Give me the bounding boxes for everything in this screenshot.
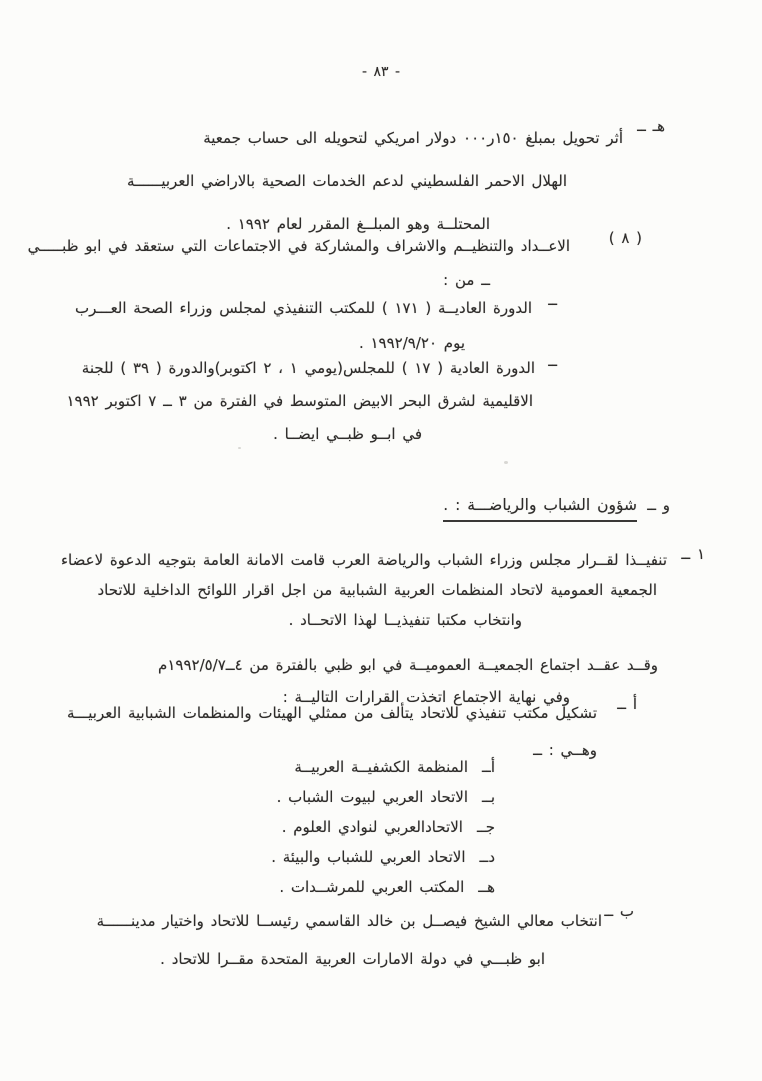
paragraph-item-h bbox=[55, 117, 665, 246]
list-item bbox=[150, 842, 495, 872]
list-item bbox=[150, 752, 495, 782]
org-marker: بــ bbox=[482, 788, 495, 806]
paragraph-line: تنفيــذا لقــرار مجلس وزراء الشباب والرياضة العرب قامت الامانة العامة بتوجيه الدعوة لاعضاء bbox=[60, 551, 667, 569]
scan-speck bbox=[238, 447, 241, 449]
paragraph-line: الجمعية العمومية لاتحاد المنظمات العربية الشبابية من اجل اقرار اللوائح الداخلية للاتحاد bbox=[97, 581, 657, 599]
list-item bbox=[150, 782, 495, 812]
paragraph-line: انتخاب معالي الشيخ فيصــل بن خالد القاسمي رئيســا للاتحاد واختيار مدينــــــة bbox=[96, 912, 602, 930]
org-name: المكتب العربي للمرشــدات . bbox=[279, 878, 465, 896]
org-marker: دــ bbox=[479, 848, 495, 866]
list-item bbox=[150, 812, 495, 842]
org-name: الاتحادالعربي لنوادي العلوم . bbox=[281, 818, 463, 836]
section-title: شؤون الشباب والرياضـــة : . bbox=[443, 496, 637, 522]
paragraph-line: في ابــو ظبــي ايضــا . bbox=[273, 425, 422, 443]
paragraph-line: وانتخاب مكتبا تنفيذيــا لهذا الاتحــاد . bbox=[288, 611, 522, 629]
list-item-meeting-1 bbox=[74, 291, 557, 361]
paragraph-line: تشكيل مكتب تنفيذي للاتحاد يتألف من ممثلي الهيئات والمنظمات الشبابية العربيـــة bbox=[67, 704, 597, 722]
page-number: - ٨٣ - bbox=[361, 64, 401, 80]
org-name: الاتحاد العربي لبيوت الشباب . bbox=[276, 788, 469, 806]
dash-bullet: ــ bbox=[548, 352, 557, 370]
paragraph-line: الاقليمية لشرق البحر الابيض المتوسط في الفترة من ٣ ــ ٧ اكتوبر ١٩٩٢ bbox=[66, 392, 533, 410]
org-name: المنظمة الكشفيــة العربيــة bbox=[294, 758, 469, 776]
dash-bullet: ــ bbox=[548, 291, 557, 309]
list-item bbox=[150, 872, 495, 902]
item-h-marker: هـ ــ bbox=[637, 117, 665, 135]
paragraph-line: ابو ظبـــي في دولة الامارات العربية المتحدة مقــرا للاتحاد . bbox=[160, 950, 545, 968]
paragraph-line: المحتلــة وهو المبلــغ المقرر لعام ١٩٩٢ . bbox=[226, 215, 490, 233]
organizations-list bbox=[150, 752, 495, 902]
paragraph-line: ــ من : bbox=[443, 271, 490, 289]
paragraph-line: الاعــداد والتنظيــم والاشراف والمشاركة في الاجتماعات التي ستعقد في ابو ظبـــــي bbox=[27, 237, 570, 255]
paragraph-line: وفي نهاية الاجتماع اتخذت القرارات التاليــة : bbox=[282, 688, 570, 706]
paragraph-line: الدورة العاديــة ( ١٧١ ) للمكتب التنفيذي لمجلس وزراء الصحة العـــرب bbox=[74, 299, 532, 317]
item-b-marker: ب ــ bbox=[604, 902, 634, 920]
paragraph-line: الدورة العادية ( ١٧ ) للمجلس(يومي ١ ، ٢ اكتوبر)والدورة ( ٣٩ ) للجنة bbox=[81, 359, 535, 377]
org-marker: هــ bbox=[478, 878, 495, 896]
paragraph-line: أثر تحويل بمبلغ ١٥٠ر٠٠٠ دولار امريكي لتحويله الى حساب جمعية bbox=[203, 129, 623, 147]
scan-speck bbox=[504, 461, 508, 464]
item-1-marker: ١ ــ bbox=[681, 545, 705, 563]
paragraph-item-1 bbox=[45, 545, 705, 713]
section-w-marker: و ــ bbox=[647, 496, 670, 514]
paragraph-line: وهــي : ــ bbox=[533, 741, 597, 759]
paragraph-line: وقــد عقــد اجتماع الجمعيــة العموميــة في ابو ظبي بالفترة من ٤ــ١٩٩٢/٥/٧م bbox=[158, 656, 658, 674]
list-item-meeting-2 bbox=[50, 352, 557, 451]
paragraph-item-b bbox=[50, 902, 634, 978]
org-marker: أــ bbox=[482, 758, 495, 776]
item-a-marker: أ ــ bbox=[617, 695, 637, 713]
item-8-marker: ( ٨ ) bbox=[608, 229, 642, 247]
paragraph-line: الهلال الاحمر الفلسطيني لدعم الخدمات الصحية بالاراضي العربيــــــة bbox=[126, 172, 567, 190]
paragraph-line: يوم ١٩٩٢/٩/٢٠ . bbox=[358, 334, 465, 352]
section-heading-youth-sports bbox=[100, 496, 670, 522]
paragraph-item-8 bbox=[27, 229, 642, 297]
org-name: الاتحاد العربي للشباب والبيئة . bbox=[271, 848, 466, 866]
org-marker: جــ bbox=[476, 818, 495, 836]
